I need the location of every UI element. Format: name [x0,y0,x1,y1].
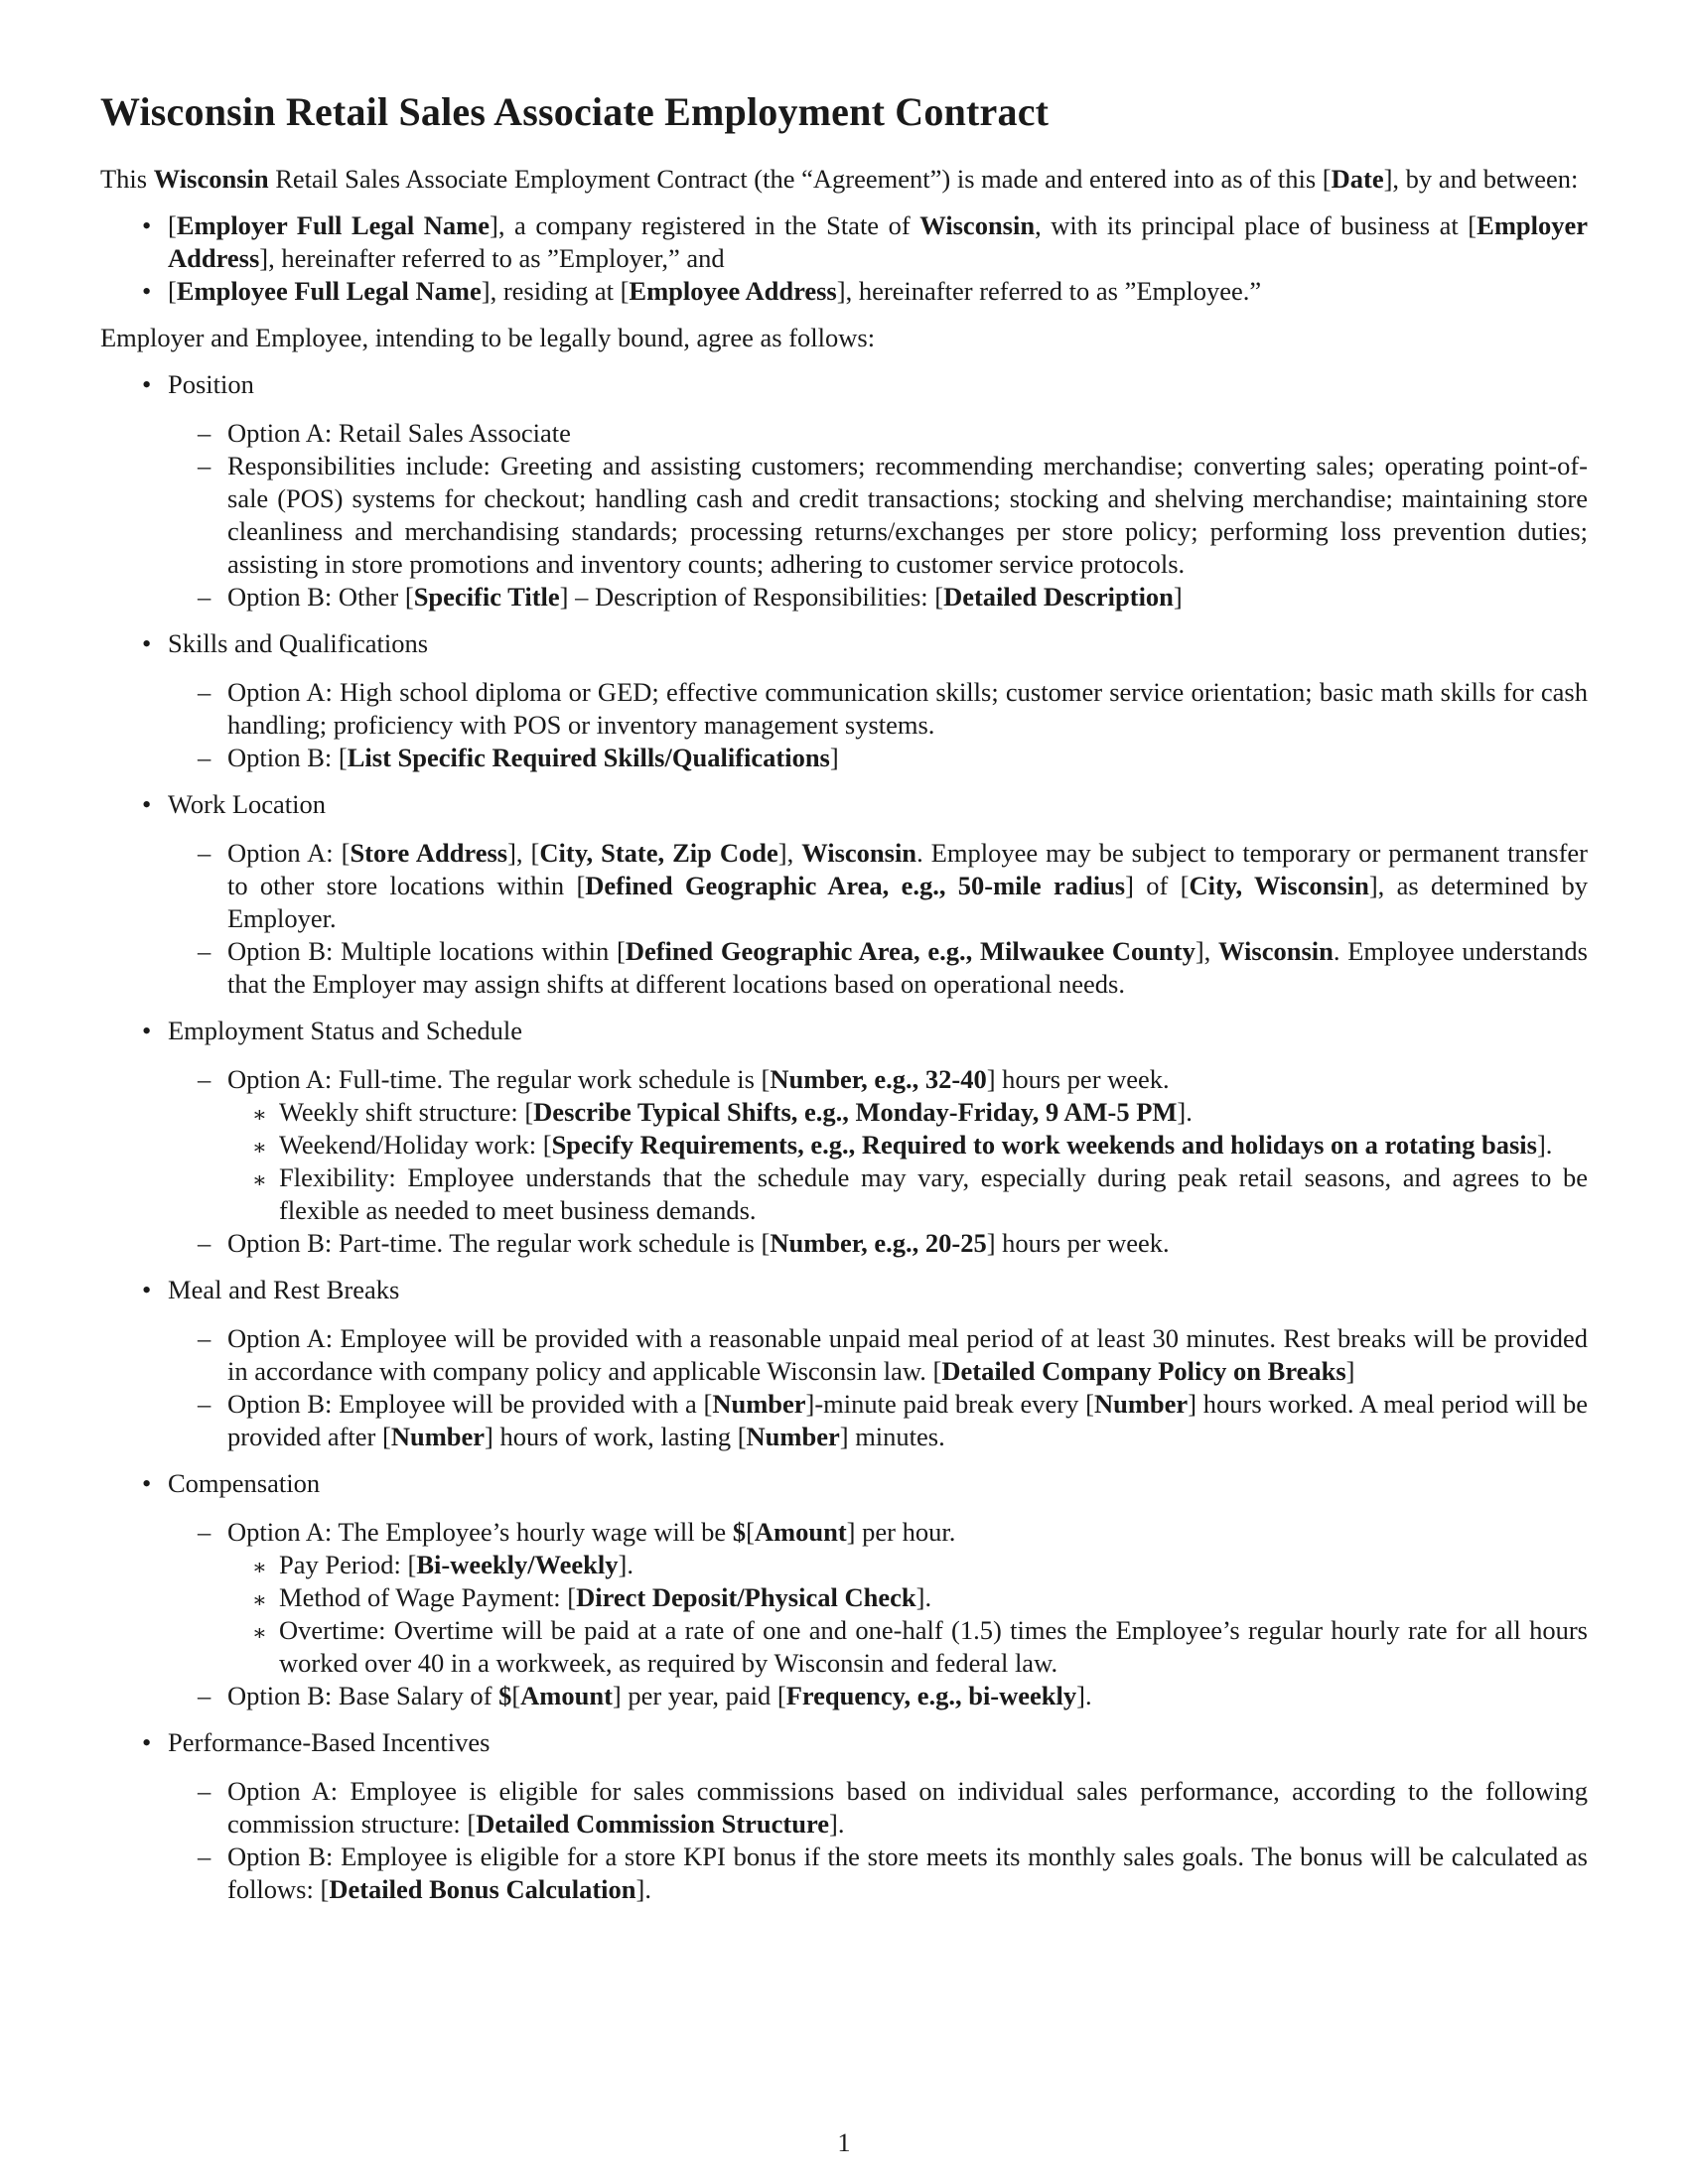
parties-list [100,209,1588,308]
agreement-statement: Employer and Employee, intending to be legally bound, agree as follows: [100,323,876,352]
date-placeholder: Date [1331,164,1384,194]
responsibilities: – Responsibilities include: Greeting and assisting customers; recommending merchandise; converting sales; operating point-of-sale (POS) systems for checkout; handling cash and credit transactions; stocking and shelving merchandise; maintaining store cleanliness and merchandising standards; processing returns/exchanges per store policy; performing loss prevention duties; assisting in store promotions and inventory counts; adhering to customer service protocols. [198,451,1588,579]
option-a: – Option A: Retail Sales Associate [198,418,571,448]
section-heading: Skills and Qualifications [168,628,429,658]
wage-payment-method: ∗ Method of Wage Payment: [Direct Deposit/Physical Check]. [252,1582,932,1612]
option-a: – Option A: The Employee’s hourly wage will be $[Amount] per hour. ∗ Pay Period: [Bi-weekly/Weekly]. ∗ Method of Wage Payment: [Direct Deposit/Physical Check]. ∗ Overtime: Overtime will be paid at a rate of one and one-half (1.5) times the Employee’s regular hourly rate for all hours worked over 40 in a workweek, as required by Wisconsin and federal law. [198,1517,1588,1678]
section-work-location: • Work Location – Option A: [Store Address], [City, State, Zip Code], Wisconsin. Employee may be subject to temporary or permanent transfer to other store locations within [Defined Geographic Area, e.g., 50-mile radius] of [City, Wisconsin], as determined by Employer. – Option B: Multiple locations within [Defined Geographic Area, e.g., Milwaukee County], Wisconsin. Employee understands that the Employer may assign shifts at different locations based on operational needs. [142,789,1589,999]
section-heading: Performance-Based Incentives [168,1727,491,1757]
option-a: – Option A: Full-time. The regular work schedule is [Number, e.g., 32-40] hours per week. ∗ Weekly shift structure: [Describe Typical Shifts, e.g., Monday-Friday, 9 AM-5 PM]. ∗ Weekend/Holiday work: [Specify Requirements, e.g., Required to work weekends and holidays on a rotating basis]. ∗ Flexibility: Employee understands that the schedule may vary, especially during peak retail seasons, and agrees to be flexible as needed to meet business demands. [198,1064,1588,1225]
section-incentives: • Performance-Based Incentives – Option A: Employee is eligible for sales commissions based on individual sales performance, according to the following commission structure: [Detailed Commission Structure]. – Option B: Employee is eligible for a store KPI bonus if the store meets its monthly sales goals. The bonus will be calculated as follows: [Detailed Bonus Calculation]. [142,1727,1588,1904]
shift-structure: ∗ Weekly shift structure: [Describe Typical Shifts, e.g., Monday-Friday, 9 AM-5 PM]. [252,1097,1193,1127]
option-b: – Option B: Employee is eligible for a store KPI bonus if the store meets its monthly sales goals. The bonus will be calculated as follows: [Detailed Bonus Calculation]. [198,1842,1588,1904]
section-heading: Employment Status and Schedule [168,1016,522,1045]
party-employer: • [Employer Full Legal Name], a company registered in the State of Wisconsin, with its principal place of business at [Employer Address], hereinafter referred to as ”Employer,” and [142,210,1589,273]
pay-period: ∗ Pay Period: [Bi-weekly/Weekly]. [252,1550,633,1579]
intro-paragraph: This Wisconsin Retail Sales Associate Employment Contract (the “Agreement”) is made and entered into as of this [Date], by and between: [100,164,1579,194]
option-b: – Option B: [List Specific Required Skills/Qualifications] [198,743,839,772]
document-body [100,87,1588,1920]
page-number: 1 [837,2127,851,2157]
section-compensation: • Compensation – Option A: The Employee’s hourly wage will be $[Amount] per hour. ∗ Pay Period: [Bi-weekly/Weekly]. ∗ Method of Wage Payment: [Direct Deposit/Physical Check]. ∗ Overtime: Overtime will be paid at a rate of one and one-half (1.5) times the Employee’s regular hourly rate for all hours worked over 40 in a workweek, as required by Wisconsin and federal law. – Option B: Base Salary of $[Amount] per year, paid [Frequency, e.g., bi-weekly]. [142,1468,1588,1710]
section-position: • Position – Option A: Retail Sales Associate – Responsibilities include: Greeting and assisting customers; recommending merchandise; converting sales; operating point-of-sale (POS) systems for checkout; handling cash and credit transactions; stocking and shelving merchandise; maintaining store cleanliness and merchandising standards; processing returns/exchanges per store policy; performing loss prevention duties; assisting in store promotions and inventory counts; adhering to customer service protocols. – Option B: Other [Specific Title] – Description of Responsibilities: [Detailed Description] [142,369,1588,612]
section-meal-rest-breaks: • Meal and Rest Breaks – Option A: Employee will be provided with a reasonable unpaid meal period of at least 30 minutes. Rest breaks will be provided in accordance with company policy and applicable Wisconsin law. [Detailed Company Policy on Breaks] – Option B: Employee will be provided with a [Number]-minute paid break every [Number] hours worked. A meal period will be provided after [Number] hours of work, lasting [Number] minutes. [142,1275,1588,1451]
option-b: – Option B: Other [Specific Title] – Description of Responsibilities: [Detailed Description] [198,582,1183,612]
option-a: – Option A: [Store Address], [City, State, Zip Code], Wisconsin. Employee may be subject to temporary or permanent transfer to other store locations within [Defined Geographic Area, e.g., 50-mile radius] of [City, Wisconsin], as determined by Employer. [198,838,1588,933]
sections-list [100,368,1588,1906]
option-a: – Option A: Employee is eligible for sales commissions based on individual sales performance, according to the following commission structure: [Detailed Commission Structure]. [198,1776,1588,1839]
overtime: ∗ Overtime: Overtime will be paid at a rate of one and one-half (1.5) times the Employee’s regular hourly rate for all hours worked over 40 in a workweek, as required by Wisconsin and federal law. [252,1615,1588,1678]
option-b: – Option B: Employee will be provided with a [Number]-minute paid break every [Number] hours worked. A meal period will be provided after [Number] hours of work, lasting [Number] minutes. [198,1389,1588,1451]
option-b: – Option B: Multiple locations within [Defined Geographic Area, e.g., Milwaukee County], Wisconsin. Employee understands that the Employer may assign shifts at different locations based on operational needs. [198,936,1589,999]
option-a: – Option A: Employee will be provided with a reasonable unpaid meal period of at least 30 minutes. Rest breaks will be provided in accordance with company policy and applicable Wisconsin law. [Detailed Company Policy on Breaks] [198,1323,1588,1386]
section-heading: Meal and Rest Breaks [168,1275,400,1304]
option-b: – Option B: Part-time. The regular work schedule is [Number, e.g., 20-25] hours per week. [198,1228,1170,1258]
section-skills: • Skills and Qualifications – Option A: High school diploma or GED; effective communication skills; customer service orientation; basic math skills for cash handling; proficiency with POS or inventory management systems. – Option B: [List Specific Required Skills/Qualifications] [142,628,1588,772]
flexibility: ∗ Flexibility: Employee understands that the schedule may vary, especially during peak retail seasons, and agrees to be flexible as needed to meet business demands. [252,1162,1588,1225]
section-employment-status: • Employment Status and Schedule – Option A: Full-time. The regular work schedule is [Number, e.g., 32-40] hours per week. ∗ Weekly shift structure: [Describe Typical Shifts, e.g., Monday-Friday, 9 AM-5 PM]. ∗ Weekend/Holiday work: [Specify Requirements, e.g., Required to work weekends and holidays on a rotating basis]. ∗ Flexibility: Employee understands that the schedule may vary, especially during peak retail seasons, and agrees to be flexible as needed to meet business demands. – Option B: Part-time. The regular work schedule is [Number, e.g., 20-25] hours per week. [142,1016,1588,1258]
document-title: Wisconsin Retail Sales Associate Employment Contract [100,89,1050,134]
weekend-holiday-work: ∗ Weekend/Holiday work: [Specify Requirements, e.g., Required to work weekends and holidays on a rotating basis]. [252,1130,1553,1160]
section-heading: Position [168,369,254,399]
section-heading: Compensation [168,1468,321,1498]
party-employee: • [Employee Full Legal Name], residing at [Employee Address], hereinafter referred to as ”Employee.” [142,276,1262,306]
option-a: – Option A: High school diploma or GED; effective communication skills; customer service orientation; basic math skills for cash handling; proficiency with POS or inventory management systems. [198,677,1588,740]
section-heading: Work Location [168,789,327,819]
option-b: – Option B: Base Salary of $[Amount] per year, paid [Frequency, e.g., bi-weekly]. [198,1681,1092,1710]
